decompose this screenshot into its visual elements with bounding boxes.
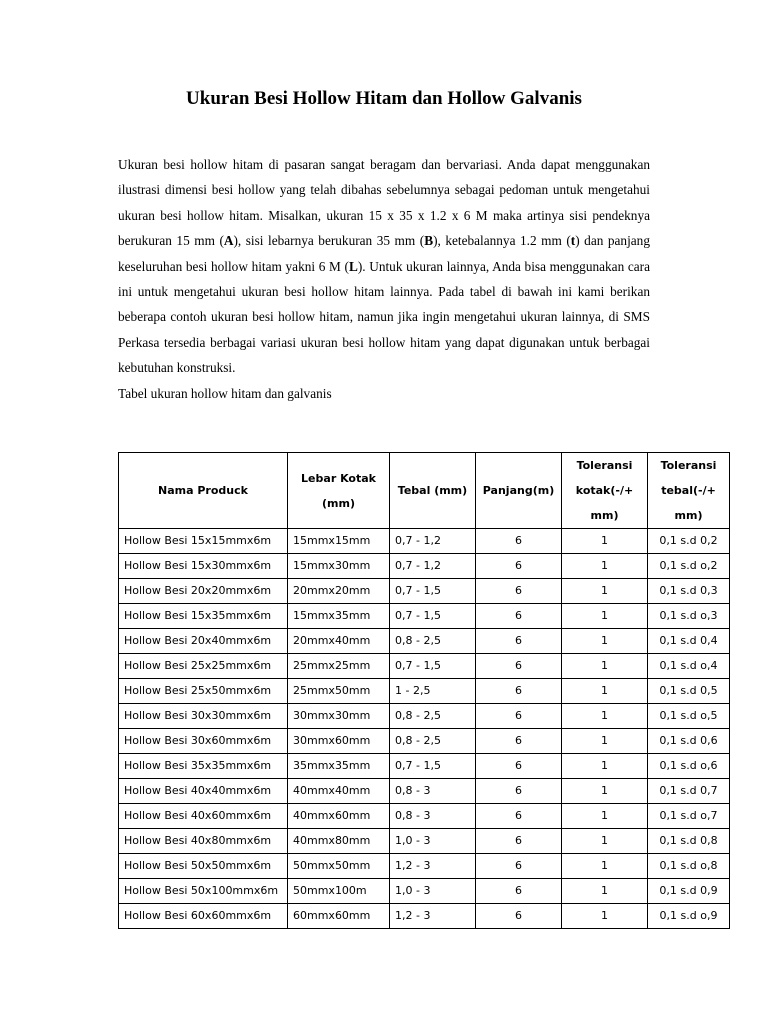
table-row bbox=[119, 879, 730, 904]
cell-nama-produck: Hollow Besi 50x100mmx6m bbox=[119, 879, 288, 904]
cell-lebar-kotak: 40mmx60mm bbox=[288, 804, 390, 829]
header-panjang: Panjang(m) bbox=[476, 453, 562, 529]
cell-toleransi-tebal: 0,1 s.d 0,7 bbox=[648, 779, 730, 804]
cell-toleransi-kotak: 1 bbox=[562, 779, 648, 804]
cell-toleransi-tebal: 0,1 s.d 0,2 bbox=[648, 529, 730, 554]
table-header-row bbox=[119, 453, 730, 529]
cell-nama-produck: Hollow Besi 40x60mmx6m bbox=[119, 804, 288, 829]
cell-panjang: 6 bbox=[476, 629, 562, 654]
cell-lebar-kotak: 60mmx60mm bbox=[288, 904, 390, 929]
cell-toleransi-tebal: 0,1 s.d o,4 bbox=[648, 654, 730, 679]
cell-lebar-kotak: 15mmx15mm bbox=[288, 529, 390, 554]
cell-toleransi-kotak: 1 bbox=[562, 679, 648, 704]
cell-panjang: 6 bbox=[476, 779, 562, 804]
cell-tebal: 0,7 - 1,2 bbox=[390, 529, 476, 554]
table-row bbox=[119, 679, 730, 704]
cell-toleransi-kotak: 1 bbox=[562, 829, 648, 854]
cell-panjang: 6 bbox=[476, 729, 562, 754]
cell-panjang: 6 bbox=[476, 554, 562, 579]
table-row bbox=[119, 629, 730, 654]
cell-toleransi-tebal: 0,1 s.d 0,8 bbox=[648, 829, 730, 854]
cell-panjang: 6 bbox=[476, 529, 562, 554]
table-row bbox=[119, 804, 730, 829]
cell-nama-produck: Hollow Besi 20x20mmx6m bbox=[119, 579, 288, 604]
cell-tebal: 0,8 - 2,5 bbox=[390, 629, 476, 654]
cell-panjang: 6 bbox=[476, 854, 562, 879]
cell-toleransi-kotak: 1 bbox=[562, 604, 648, 629]
cell-toleransi-kotak: 1 bbox=[562, 804, 648, 829]
cell-panjang: 6 bbox=[476, 604, 562, 629]
header-lebar-kotak: Lebar Kotak (mm) bbox=[288, 453, 390, 529]
cell-toleransi-kotak: 1 bbox=[562, 904, 648, 929]
cell-toleransi-kotak: 1 bbox=[562, 579, 648, 604]
cell-toleransi-kotak: 1 bbox=[562, 729, 648, 754]
cell-lebar-kotak: 40mmx40mm bbox=[288, 779, 390, 804]
cell-tebal: 0,8 - 2,5 bbox=[390, 729, 476, 754]
cell-toleransi-tebal: 0,1 s.d o,3 bbox=[648, 604, 730, 629]
cell-lebar-kotak: 25mmx50mm bbox=[288, 679, 390, 704]
table-row bbox=[119, 554, 730, 579]
cell-toleransi-tebal: 0,1 s.d 0,9 bbox=[648, 879, 730, 904]
cell-nama-produck: Hollow Besi 15x30mmx6m bbox=[119, 554, 288, 579]
table-row bbox=[119, 829, 730, 854]
cell-toleransi-kotak: 1 bbox=[562, 754, 648, 779]
paragraph-text: ), sisi lebarnya berukuran 35 mm ( bbox=[233, 233, 425, 249]
cell-tebal: 1,2 - 3 bbox=[390, 904, 476, 929]
cell-lebar-kotak: 50mmx50mm bbox=[288, 854, 390, 879]
cell-panjang: 6 bbox=[476, 829, 562, 854]
cell-toleransi-kotak: 1 bbox=[562, 854, 648, 879]
cell-panjang: 6 bbox=[476, 654, 562, 679]
cell-lebar-kotak: 50mmx100m bbox=[288, 879, 390, 904]
bold-term: L bbox=[348, 258, 358, 274]
cell-toleransi-tebal: 0,1 s.d 0,6 bbox=[648, 729, 730, 754]
cell-nama-produck: Hollow Besi 40x40mmx6m bbox=[119, 779, 288, 804]
cell-nama-produck: Hollow Besi 25x25mmx6m bbox=[119, 654, 288, 679]
table-row bbox=[119, 704, 730, 729]
cell-nama-produck: Hollow Besi 30x60mmx6m bbox=[119, 729, 288, 754]
table-row bbox=[119, 904, 730, 929]
cell-toleransi-kotak: 1 bbox=[562, 879, 648, 904]
cell-tebal: 0,7 - 1,5 bbox=[390, 604, 476, 629]
size-table bbox=[118, 452, 730, 929]
bold-term: t bbox=[570, 233, 576, 249]
cell-tebal: 0,8 - 2,5 bbox=[390, 704, 476, 729]
cell-lebar-kotak: 25mmx25mm bbox=[288, 654, 390, 679]
table-caption: Tabel ukuran hollow hitam dan galvanis bbox=[118, 386, 332, 401]
cell-panjang: 6 bbox=[476, 904, 562, 929]
cell-tebal: 1,0 - 3 bbox=[390, 879, 476, 904]
cell-panjang: 6 bbox=[476, 804, 562, 829]
cell-toleransi-kotak: 1 bbox=[562, 554, 648, 579]
table-row bbox=[119, 779, 730, 804]
cell-lebar-kotak: 30mmx60mm bbox=[288, 729, 390, 754]
paragraph-text: ). Untuk ukuran lainnya, Anda bisa menggunakan cara ini untuk mengetahui ukuran besi hollow hitam lainnya. Pada tabel di bawah ini kami berikan beberapa contoh ukuran besi hollow hitam, namun jika ingin mengetahui ukuran lainnya, di SMS Perkasa tersedia berbagai variasi ukuran besi hollow hitam yang dapat digunakan untuk berbagai kebutuhan konstruksi. bbox=[118, 258, 651, 376]
cell-lebar-kotak: 30mmx30mm bbox=[288, 704, 390, 729]
paragraph-text: Ukuran besi hollow hitam di pasaran sangat beragam dan bervariasi. Anda dapat menggunakan ilustrasi dimensi besi hollow yang telah dibahas sebelumnya sebagai pedoman untuk mengetahui ukuran besi hollow hitam. Misalkan, ukuran 15 x 35 x 1.2 x 6 M maka artinya sisi pendeknya berukuran 15 mm ( bbox=[118, 157, 650, 249]
cell-tebal: 0,7 - 1,5 bbox=[390, 754, 476, 779]
header-nama-produck: Nama Produck bbox=[119, 453, 288, 529]
cell-nama-produck: Hollow Besi 60x60mmx6m bbox=[119, 904, 288, 929]
cell-tebal: 0,8 - 3 bbox=[390, 804, 476, 829]
cell-toleransi-tebal: 0,1 s.d o,8 bbox=[648, 854, 730, 879]
table-row bbox=[119, 529, 730, 554]
header-tebal: Tebal (mm) bbox=[390, 453, 476, 529]
cell-nama-produck: Hollow Besi 40x80mmx6m bbox=[119, 829, 288, 854]
cell-nama-produck: Hollow Besi 15x15mmx6m bbox=[119, 529, 288, 554]
cell-lebar-kotak: 40mmx80mm bbox=[288, 829, 390, 854]
table-row bbox=[119, 604, 730, 629]
paragraph-text: ), ketebalannya 1.2 mm ( bbox=[433, 233, 571, 249]
cell-nama-produck: Hollow Besi 25x50mmx6m bbox=[119, 679, 288, 704]
table-row bbox=[119, 729, 730, 754]
cell-nama-produck: Hollow Besi 15x35mmx6m bbox=[119, 604, 288, 629]
cell-tebal: 0,7 - 1,2 bbox=[390, 554, 476, 579]
cell-toleransi-kotak: 1 bbox=[562, 654, 648, 679]
cell-toleransi-tebal: 0,1 s.d 0,3 bbox=[648, 579, 730, 604]
table-row bbox=[119, 754, 730, 779]
bold-term: A bbox=[223, 233, 234, 249]
cell-panjang: 6 bbox=[476, 579, 562, 604]
cell-toleransi-tebal: 0,1 s.d 0,5 bbox=[648, 679, 730, 704]
cell-toleransi-tebal: 0,1 s.d o,2 bbox=[648, 554, 730, 579]
cell-nama-produck: Hollow Besi 50x50mmx6m bbox=[119, 854, 288, 879]
cell-lebar-kotak: 15mmx35mm bbox=[288, 604, 390, 629]
bold-term: B bbox=[424, 233, 434, 249]
cell-toleransi-tebal: 0,1 s.d 0,4 bbox=[648, 629, 730, 654]
cell-toleransi-kotak: 1 bbox=[562, 704, 648, 729]
cell-lebar-kotak: 15mmx30mm bbox=[288, 554, 390, 579]
cell-panjang: 6 bbox=[476, 704, 562, 729]
cell-tebal: 0,7 - 1,5 bbox=[390, 654, 476, 679]
cell-toleransi-tebal: 0,1 s.d o,9 bbox=[648, 904, 730, 929]
cell-tebal: 0,7 - 1,5 bbox=[390, 579, 476, 604]
table-row bbox=[119, 854, 730, 879]
table-row bbox=[119, 654, 730, 679]
table-row bbox=[119, 579, 730, 604]
page-title: Ukuran Besi Hollow Hitam dan Hollow Galvanis bbox=[186, 88, 582, 109]
header-toleransi-kotak: Toleransi kotak(-/+ mm) bbox=[562, 453, 648, 529]
cell-tebal: 1 - 2,5 bbox=[390, 679, 476, 704]
header-toleransi-tebal: Toleransi tebal(-/+ mm) bbox=[648, 453, 730, 529]
cell-lebar-kotak: 35mmx35mm bbox=[288, 754, 390, 779]
cell-tebal: 1,0 - 3 bbox=[390, 829, 476, 854]
cell-toleransi-kotak: 1 bbox=[562, 629, 648, 654]
cell-lebar-kotak: 20mmx40mm bbox=[288, 629, 390, 654]
cell-tebal: 0,8 - 3 bbox=[390, 779, 476, 804]
cell-nama-produck: Hollow Besi 20x40mmx6m bbox=[119, 629, 288, 654]
cell-panjang: 6 bbox=[476, 679, 562, 704]
body-paragraph bbox=[118, 152, 650, 381]
cell-toleransi-tebal: 0,1 s.d o,5 bbox=[648, 704, 730, 729]
cell-tebal: 1,2 - 3 bbox=[390, 854, 476, 879]
cell-toleransi-kotak: 1 bbox=[562, 529, 648, 554]
cell-toleransi-tebal: 0,1 s.d o,7 bbox=[648, 804, 730, 829]
cell-nama-produck: Hollow Besi 35x35mmx6m bbox=[119, 754, 288, 779]
cell-panjang: 6 bbox=[476, 879, 562, 904]
cell-toleransi-tebal: 0,1 s.d o,6 bbox=[648, 754, 730, 779]
cell-nama-produck: Hollow Besi 30x30mmx6m bbox=[119, 704, 288, 729]
paragraph-text: ) dan panjang keseluruhan besi hollow hitam yakni 6 M ( bbox=[118, 233, 650, 274]
cell-panjang: 6 bbox=[476, 754, 562, 779]
cell-lebar-kotak: 20mmx20mm bbox=[288, 579, 390, 604]
